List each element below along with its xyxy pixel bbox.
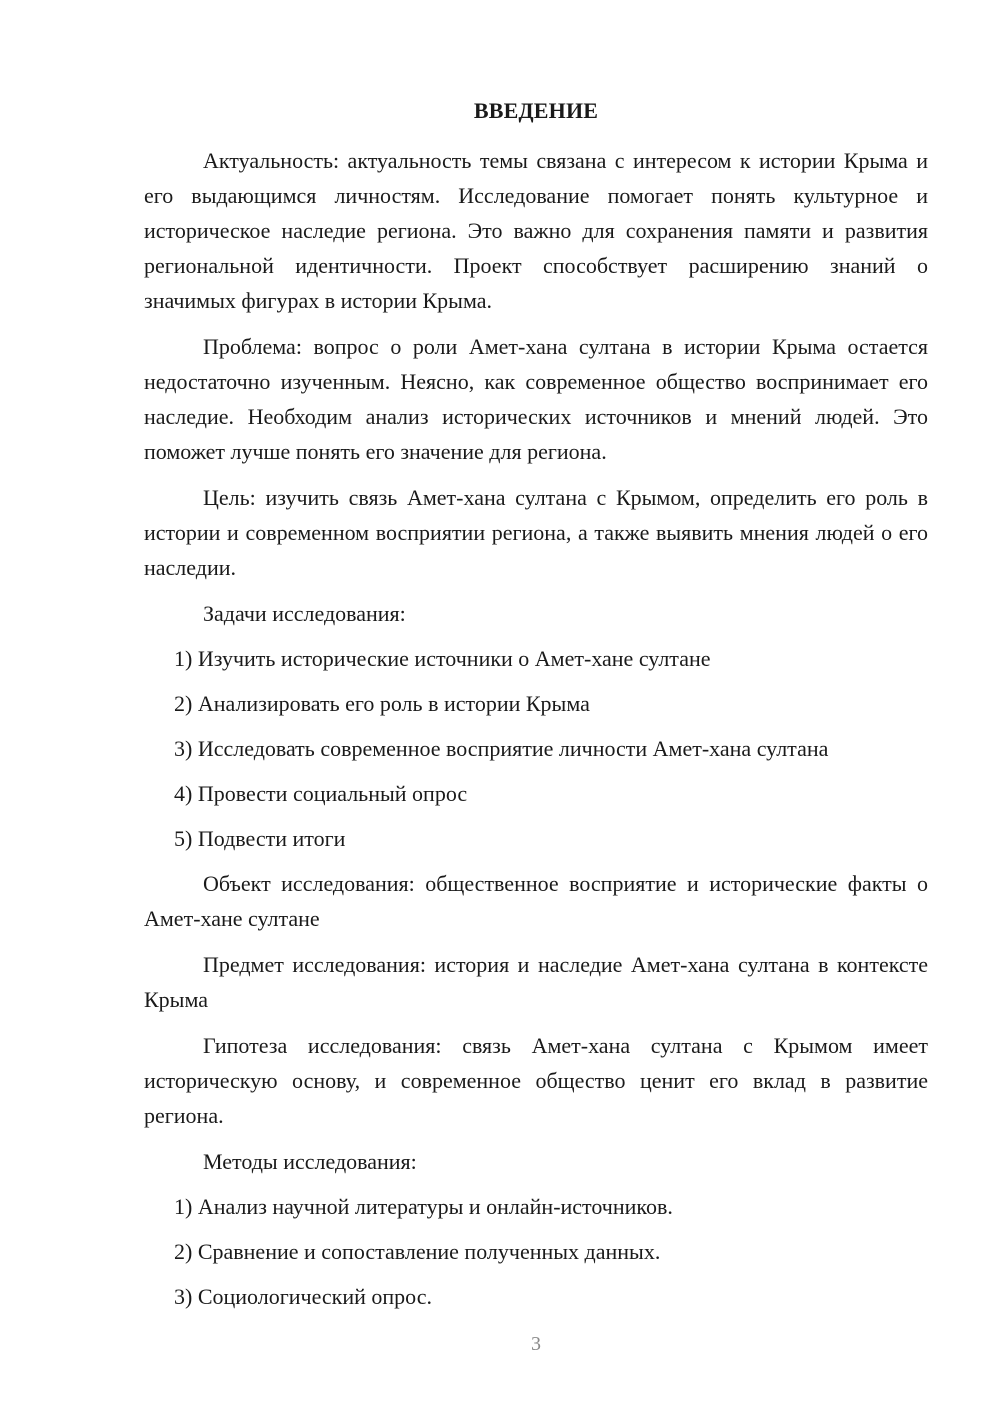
list-item: 3) Исследовать современное восприятие личности Амет-хана султана xyxy=(174,736,829,761)
list-item: 2) Сравнение и сопоставление полученных данных. xyxy=(174,1239,661,1264)
methods-list xyxy=(144,1189,928,1314)
object-paragraph: Объект исследования: общественное восприятие и исторические факты о Амет-хане султане xyxy=(144,871,928,931)
tasks-list xyxy=(144,641,928,856)
relevance-paragraph: Актуальность: актуальность темы связана с интересом к истории Крыма и его выдающимся личностям. Исследование помогает понять культурное и историческое наследие региона. Это важно для сохранения памяти и развития региональной идентичности. Проект способствует расширению знаний о значимых фигурах в истории Крыма. xyxy=(144,148,928,313)
list-item: 1) Анализ научной литературы и онлайн-источников. xyxy=(174,1194,673,1219)
subject-paragraph: Предмет исследования: история и наследие Амет-хана султана в контексте Крыма xyxy=(144,952,928,1012)
list-item: 2) Анализировать его роль в истории Крыма xyxy=(174,691,590,716)
list-item: 3) Социологический опрос. xyxy=(174,1284,432,1309)
hypothesis-paragraph: Гипотеза исследования: связь Амет-хана султана с Крымом имеет историческую основу, и современное общество ценит его вклад в развитие региона. xyxy=(144,1033,928,1128)
list-item: 1) Изучить исторические источники о Амет-хане султане xyxy=(174,646,711,671)
goal-paragraph: Цель: изучить связь Амет-хана султана с Крымом, определить его роль в истории и современном восприятии региона, а также выявить мнения людей о его наследии. xyxy=(144,485,928,580)
tasks-heading: Задачи исследования: xyxy=(203,601,406,626)
list-item: 5) Подвести итоги xyxy=(174,826,346,851)
page-number: 3 xyxy=(531,1333,541,1355)
page-title: ВВЕДЕНИЕ xyxy=(473,98,599,123)
problem-paragraph: Проблема: вопрос о роли Амет-хана султана в истории Крыма остается недостаточно изученным. Неясно, как современное общество воспринимает его наследие. Необходим анализ исторических источников и мнений людей. Это поможет лучше понять его значение для региона. xyxy=(144,334,928,464)
list-item: 4) Провести социальный опрос xyxy=(174,781,468,806)
document-body xyxy=(144,143,928,1324)
methods-heading: Методы исследования: xyxy=(203,1149,417,1174)
